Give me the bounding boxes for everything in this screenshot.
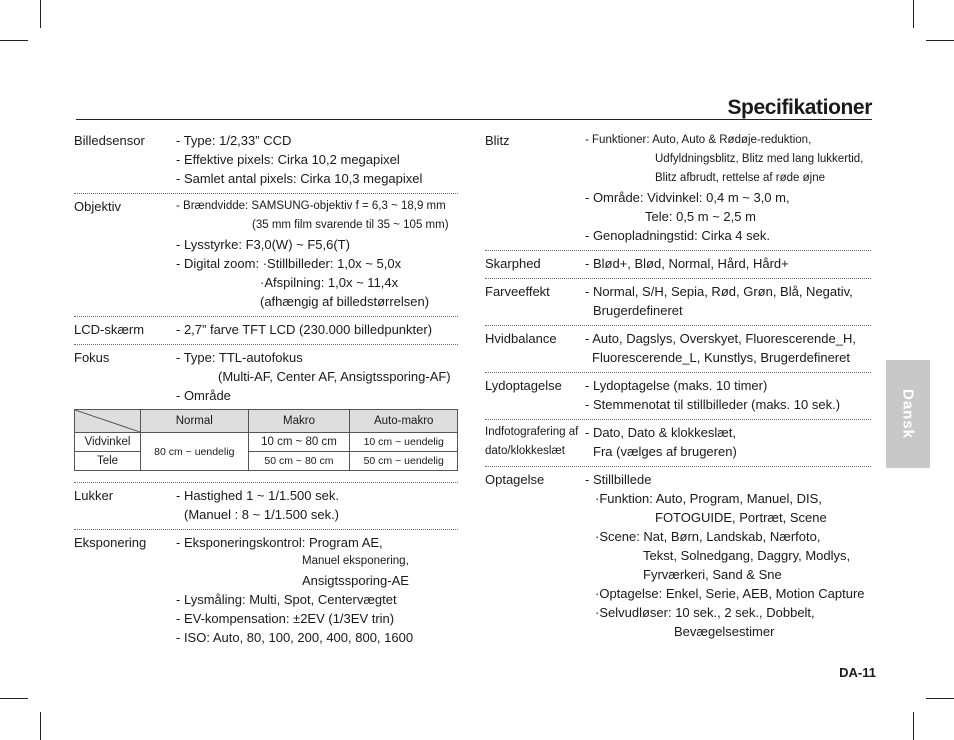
spec-line: FOTOGUIDE, Portræt, Scene — [655, 510, 827, 525]
spec-row-billedsensor — [74, 128, 458, 194]
crop-mark — [913, 0, 914, 28]
crop-mark — [0, 698, 28, 699]
spec-row-farveeffekt — [485, 279, 871, 326]
spec-line: - ISO: Auto, 80, 100, 200, 400, 800, 1600 — [176, 630, 414, 645]
spec-line: - Lysstyrke: F3,0(W) ~ F5,6(T) — [176, 237, 350, 252]
table-header: Makro — [248, 410, 350, 433]
spec-line: (35 mm film svarende til 35 ~ 105 mm) — [252, 219, 449, 231]
spec-label: Farveeffekt — [485, 284, 550, 299]
spec-line: Blitz afbrudt, rettelse af røde øjne — [655, 172, 826, 184]
spec-line: - EV-kompensation: ±2EV (1/3EV trin) — [176, 611, 395, 626]
spec-line: - Brændvidde: SAMSUNG-objektiv f = 6,3 ~ 18,9 mm — [176, 200, 446, 212]
focus-range-table — [74, 409, 458, 471]
crop-mark — [926, 40, 954, 41]
spec-label: Indfotografering af dato/klokkeslæt — [485, 426, 579, 457]
spec-row-lydoptagelse — [485, 373, 871, 420]
spec-line: Brugerdefineret — [593, 303, 683, 318]
spec-line: - Samlet antal pixels: Cirka 10,3 megapixel — [176, 171, 423, 186]
language-tab-label: Dansk — [899, 388, 917, 440]
spec-label: Skarphed — [485, 256, 541, 271]
title-rule — [76, 119, 872, 120]
spec-line: - Digital zoom: ·Stillbilleder: 1,0x ~ 5,0x — [176, 256, 402, 271]
spec-line: - Område: Vidvinkel: 0,4 m ~ 3,0 m, — [585, 190, 790, 205]
spec-line: - Auto, Dagslys, Overskyet, Fluorescerende_H, — [585, 331, 856, 346]
spec-line: Tekst, Solnedgang, Daggry, Modlys, — [643, 548, 851, 563]
spec-line: Ansigtssporing-AE — [302, 573, 409, 588]
spec-label: Objektiv — [74, 199, 121, 214]
spec-line: - Hastighed 1 ~ 1/1.500 sek. — [176, 488, 339, 503]
page-title: Specifikationer — [727, 96, 872, 119]
spec-row-optagelse — [485, 467, 871, 646]
spec-line: ·Scene: Nat, Børn, Landskab, Nærfoto, — [595, 529, 821, 544]
spec-line: - Stillbillede — [585, 472, 652, 487]
spec-line: ·Funktion: Auto, Program, Manuel, DIS, — [595, 491, 822, 506]
spec-row-lukker — [74, 483, 458, 530]
table-cell: 50 cm ~ 80 cm — [248, 452, 350, 471]
spec-line: - Område — [176, 388, 231, 403]
spec-line: - 2,7” farve TFT LCD (230.000 billedpunkter) — [176, 322, 433, 337]
spec-line: - Type: 1/2,33” CCD — [176, 133, 292, 148]
spec-line: ·Optagelse: Enkel, Serie, AEB, Motion Capture — [595, 586, 865, 601]
spec-label: Lydoptagelse — [485, 378, 562, 393]
spec-line: - Normal, S/H, Sepia, Rød, Grøn, Blå, Negativ, — [585, 284, 853, 299]
spec-label: LCD-skærm — [74, 322, 145, 337]
spec-row-blitz — [485, 128, 871, 251]
spec-line: - Stemmenotat til stillbilleder (maks. 10 sek.) — [585, 397, 841, 412]
table-header: Normal — [141, 410, 249, 433]
spec-line: Manuel eksponering, — [302, 555, 409, 567]
spec-label: Optagelse — [485, 472, 545, 487]
spec-line — [176, 533, 458, 552]
spec-label: Billedsensor — [74, 133, 145, 148]
spec-line: ·Selvudløser: 10 sek., 2 sek., Dobbelt, — [595, 605, 815, 620]
spec-row-eksponering — [74, 530, 458, 652]
crop-mark — [40, 0, 41, 28]
spec-column-right — [485, 128, 871, 646]
spec-line: - Effektive pixels: Cirka 10,2 megapixel — [176, 152, 400, 167]
spec-row-fokus — [74, 345, 458, 483]
table-row — [75, 452, 458, 471]
spec-line: Udfyldningsblitz, Blitz med lang lukkertid, — [655, 153, 864, 165]
spec-line: - Genopladningstid: Cirka 4 sek. — [585, 228, 770, 243]
spec-line: (afhængig af billedstørrelsen) — [260, 294, 430, 309]
page-number: DA-11 — [839, 665, 876, 680]
spec-line: Tele: 0,5 m ~ 2,5 m — [645, 209, 756, 224]
crop-mark — [913, 712, 914, 740]
table-header: Auto-makro — [350, 410, 458, 433]
spec-line: Fyrværkeri, Sand & Sne — [643, 567, 782, 582]
spec-line: - Lysmåling: Multi, Spot, Centervægtet — [176, 592, 397, 607]
spec-line: Fluorescerende_L, Kunstlys, Brugerdefineret — [592, 350, 850, 365]
spec-label: Lukker — [74, 488, 114, 503]
table-cell: 10 cm ~ 80 cm — [248, 433, 350, 452]
spec-line: Fra (vælges af brugeren) — [593, 444, 737, 459]
crop-mark — [926, 698, 954, 699]
table-row — [75, 433, 458, 452]
spec-row-hvidbalance — [485, 326, 871, 373]
table-row-label: Tele — [75, 452, 141, 471]
spec-line-text: - Eksponeringskontrol: Program AE, — [176, 535, 383, 550]
table-cell: 50 cm ~ uendelig — [350, 452, 458, 471]
spec-line: ·Afspilning: 1,0x ~ 11,4x — [260, 275, 399, 290]
spec-line: - Lydoptagelse (maks. 10 timer) — [585, 378, 768, 393]
table-corner-cell — [75, 410, 141, 433]
spec-label: Fokus — [74, 350, 110, 365]
crop-mark — [40, 712, 41, 740]
spec-row-skarphed — [485, 251, 871, 279]
table-cell: 80 cm ~ uendelig — [141, 433, 249, 471]
spec-label: Blitz — [485, 133, 510, 148]
spec-line: (Multi-AF, Center AF, Ansigtssporing-AF) — [218, 369, 451, 384]
spec-row-lcd — [74, 317, 458, 345]
crop-mark — [0, 40, 28, 41]
spec-column-left — [74, 128, 458, 652]
table-cell: 10 cm ~ uendelig — [350, 433, 458, 452]
spec-row-dato — [485, 420, 871, 467]
spec-line: Bevægelsestimer — [674, 624, 775, 639]
spec-line: - Dato, Dato & klokkeslæt, — [585, 425, 736, 440]
table-row-label: Vidvinkel — [75, 433, 141, 452]
spec-line: - Blød+, Blød, Normal, Hård, Hård+ — [585, 256, 789, 271]
spec-row-objektiv — [74, 194, 458, 317]
spec-label: Eksponering — [74, 535, 147, 550]
spec-line: (Manuel : 8 ~ 1/1.500 sek.) — [184, 507, 340, 522]
spec-line: - Funktioner: Auto, Auto & Rødøje-reduktion, — [585, 134, 812, 146]
spec-label: Hvidbalance — [485, 331, 557, 346]
spec-line: - Type: TTL-autofokus — [176, 350, 303, 365]
language-tab — [886, 360, 930, 468]
